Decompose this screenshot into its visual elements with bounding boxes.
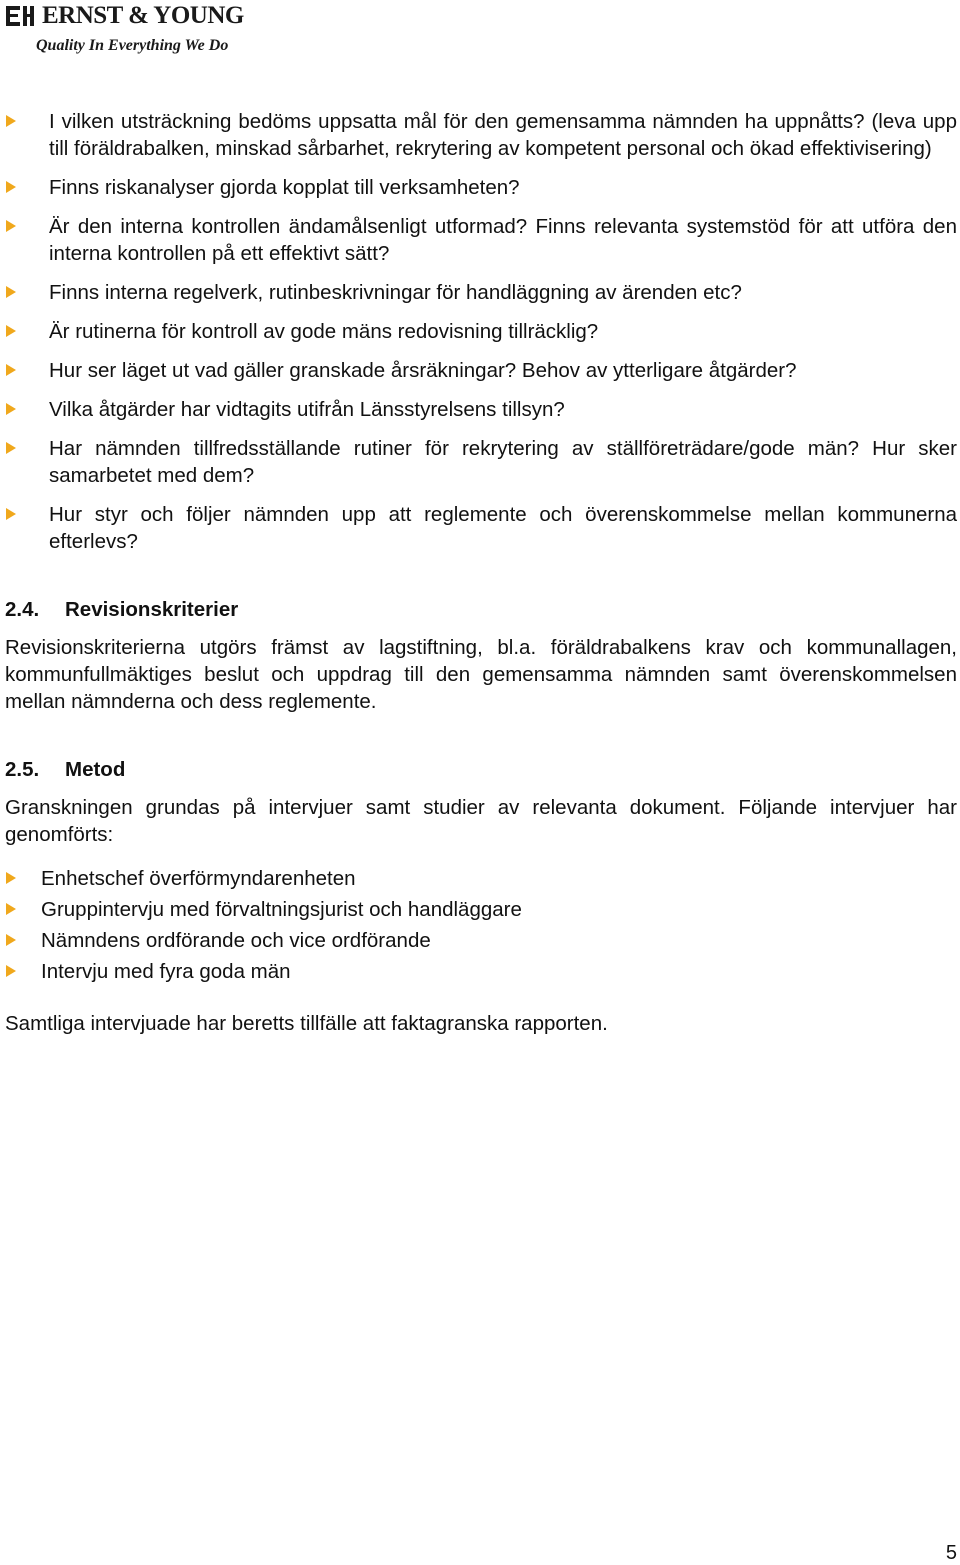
method-paragraph: Granskningen grundas på intervjuer samt studier av relevanta dokument. Följande intervjuer har genomförts: xyxy=(5,796,957,846)
bullet-arrow-icon xyxy=(6,934,16,946)
section-heading-method xyxy=(5,756,957,783)
bullet-arrow-icon xyxy=(6,442,16,454)
section-title: Metod xyxy=(65,758,126,781)
audit-questions-list xyxy=(5,108,957,555)
list-item xyxy=(5,396,957,423)
list-item xyxy=(5,213,957,267)
list-item xyxy=(5,927,957,954)
list-item xyxy=(5,501,957,555)
bullet-arrow-icon xyxy=(6,181,16,193)
question-text: Hur styr och följer nämnden upp att reglemente och överenskommelse mellan kommunerna efterlevs? xyxy=(49,503,957,553)
bullet-arrow-icon xyxy=(6,286,16,298)
page-number: 5 xyxy=(945,1542,957,1564)
closing-paragraph: Samtliga intervjuade har beretts tillfälle att faktagranska rapporten. xyxy=(5,1012,608,1035)
bullet-arrow-icon xyxy=(6,115,16,127)
bullet-arrow-icon xyxy=(6,965,16,977)
bullet-arrow-icon xyxy=(6,364,16,376)
section-heading-criteria xyxy=(5,596,957,623)
list-item xyxy=(5,865,957,892)
list-item xyxy=(5,108,957,162)
list-item xyxy=(5,279,957,306)
list-item xyxy=(5,435,957,489)
section-number: 2.4. xyxy=(5,598,40,621)
interview-text: Gruppintervju med förvaltningsjurist och handläggare xyxy=(41,898,522,921)
interview-text: Nämndens ordförande och vice ordförande xyxy=(41,929,431,952)
question-text: Är den interna kontrollen ändamålsenligt utformad? Finns relevanta systemstöd för att utföra den interna kontrollen på ett effektivt sätt? xyxy=(49,215,957,265)
question-text: Hur ser läget ut vad gäller granskade årsräkningar? Behov av ytterligare åtgärder? xyxy=(49,359,797,382)
list-item xyxy=(5,357,957,384)
interviews-list xyxy=(5,865,957,985)
question-text: Vilka åtgärder har vidtagits utifrån Länsstyrelsens tillsyn? xyxy=(49,398,565,421)
logo-name: ERNST & YOUNG xyxy=(42,2,244,29)
list-item xyxy=(5,958,957,985)
question-text: Har nämnden tillfredsställande rutiner för rekrytering av ställföreträdare/gode män? Hur sker samarbetet med dem? xyxy=(49,437,957,487)
question-text: Finns riskanalyser gjorda kopplat till verksamheten? xyxy=(49,176,520,199)
question-text: Är rutinerna för kontroll av gode mäns redovisning tillräcklig? xyxy=(49,320,599,343)
bullet-arrow-icon xyxy=(6,508,16,520)
criteria-paragraph: Revisionskriterierna utgörs främst av lagstiftning, bl.a. föräldrabalkens krav och kommunallagen, kommunfullmäktiges beslut och uppdrag till den gemensamma nämnden samt överenskommelsen mellan nämnderna och dess reglemente. xyxy=(5,636,957,713)
logo-tagline: Quality In Everything We Do xyxy=(36,37,229,54)
list-item xyxy=(5,174,957,201)
bullet-arrow-icon xyxy=(6,903,16,915)
ey-logo-mark-icon xyxy=(6,4,38,28)
list-item xyxy=(5,318,957,345)
interview-text: Enhetschef överförmyndarenheten xyxy=(41,867,356,890)
company-logo xyxy=(6,2,256,58)
interview-text: Intervju med fyra goda män xyxy=(41,960,291,983)
section-title: Revisionskriterier xyxy=(65,598,239,621)
question-text: I vilken utsträckning bedöms uppsatta mål för den gemensamma nämnden ha uppnåtts? (leva upp till föräldrabalken, minskad sårbarhet, rekrytering av kompetent personal och ökad effektivisering) xyxy=(49,110,957,160)
bullet-arrow-icon xyxy=(6,403,16,415)
document-body xyxy=(5,108,957,1037)
bullet-arrow-icon xyxy=(6,872,16,884)
bullet-arrow-icon xyxy=(6,220,16,232)
section-number: 2.5. xyxy=(5,758,40,781)
bullet-arrow-icon xyxy=(6,325,16,337)
list-item xyxy=(5,896,957,923)
question-text: Finns interna regelverk, rutinbeskrivningar för handläggning av ärenden etc? xyxy=(49,281,742,304)
